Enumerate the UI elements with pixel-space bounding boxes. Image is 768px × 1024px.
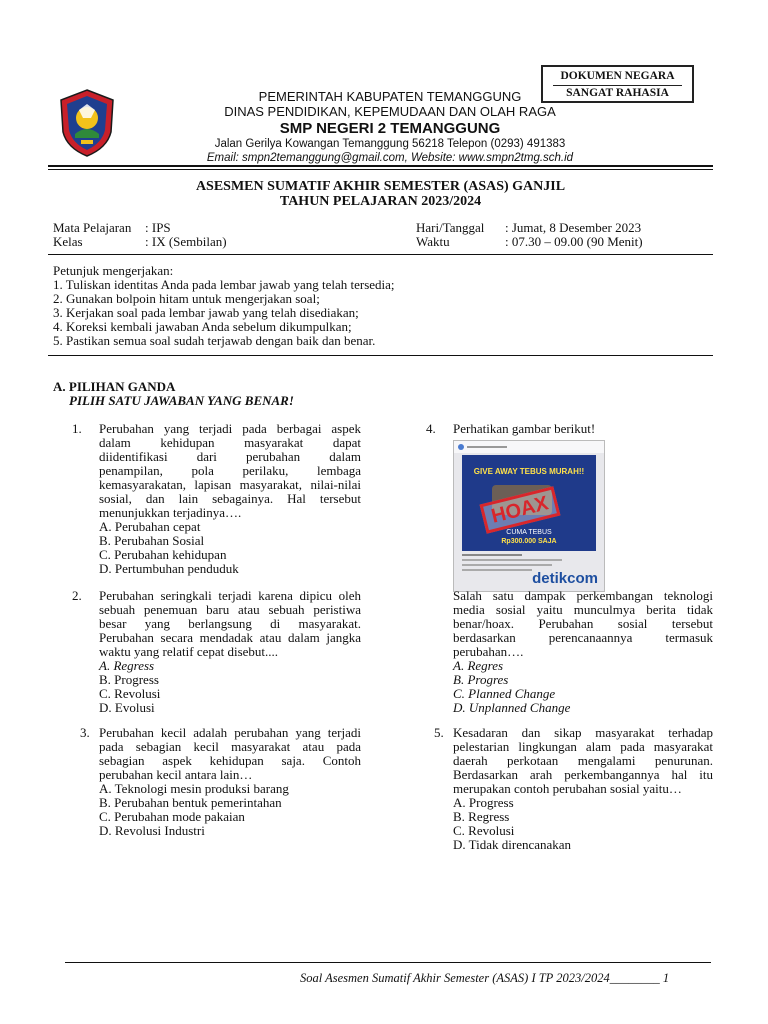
question-line: Perubahan yang terjadi pada berbagai aspek — [99, 421, 361, 436]
answer-option: B. Perubahan Sosial — [99, 533, 205, 548]
profile-avatar-icon — [458, 444, 464, 450]
answer-option: C. Planned Change — [453, 686, 556, 701]
question-1-text — [99, 422, 361, 576]
question-line: sebagian aspek kehidupan saja. Contoh — [99, 753, 361, 768]
answer-option: D. Pertumbuhan penduduk — [99, 561, 239, 576]
answer-option: D. Tidak direncanakan — [453, 837, 572, 852]
question-number: 3. — [80, 725, 90, 740]
question-4-text — [453, 589, 713, 715]
question-line: pelestarian lingkungan alam pada masyarakat — [453, 739, 713, 754]
question-line: Kesadaran dan sikap masyarakat terhadap — [453, 725, 713, 740]
instruction-item: 4. Koreksi kembali jawaban Anda sebelum dikumpulkan; — [53, 319, 352, 334]
info-divider — [48, 254, 713, 255]
day-value: : Jumat, 8 Desember 2023 — [505, 220, 642, 235]
stamp-divider — [553, 85, 682, 86]
stamp-line-1: DOKUMEN NEGARA — [560, 70, 675, 82]
day-label: Hari/Tanggal — [416, 220, 485, 235]
dept-name: DINAS PENDIDIKAN, KEPEMUDAAN DAN OLAH RAGA — [224, 104, 556, 119]
time-label: Waktu — [416, 234, 450, 249]
caption-line — [462, 564, 552, 566]
section-title: A. PILIHAN GANDA — [53, 379, 176, 394]
instruction-item: 1. Tuliskan identitas Anda pada lembar jawab yang telah tersedia; — [53, 277, 395, 292]
question-line: Perubahan kecil adalah perubahan yang terjadi — [99, 725, 361, 740]
post-header — [454, 441, 604, 453]
question-5-text — [453, 726, 713, 852]
answer-option: C. Revolusi — [453, 823, 515, 838]
question-line: besar yang berlangsung di masyarakat. — [99, 616, 361, 631]
giveaway-banner: GIVE AWAY TEBUS MURAH!! — [473, 467, 585, 476]
question-line: diidentifikasi dari perubahan dalam — [99, 449, 361, 464]
question-number: 5. — [434, 725, 444, 740]
question-line: dalam kehidupan masyarakat dapat — [99, 435, 361, 450]
instruction-item: 3. Kerjakan soal pada lembar jawab yang telah disediakan; — [53, 305, 359, 320]
question-line: media sosial yaitu munculmya berita tidak — [453, 602, 713, 617]
price-value: Rp300.000 SAJA — [501, 538, 557, 545]
answer-option: B. Progress — [99, 672, 159, 687]
question-line: Salah satu dampak perkembangan teknologi — [453, 588, 713, 603]
question-line: kemasyarakatan, lapisan masyarakat, nilai-nilai — [99, 477, 361, 492]
instructions-heading: Petunjuk mengerjakan: — [53, 263, 174, 278]
page-footer: Soal Asesmen Sumatif Akhir Semester (ASAS) I TP 2023/2024________ 1 — [300, 971, 670, 985]
answer-option: C. Perubahan mode pakaian — [99, 809, 245, 824]
hoax-news-image — [453, 440, 605, 592]
question-line: Berdasarkan arah perkembangannya hal itu — [453, 767, 713, 782]
school-name: SMP NEGERI 2 TEMANGGUNG — [279, 120, 501, 137]
class-value: : IX (Sembilan) — [145, 234, 227, 249]
regency-emblem-logo — [57, 88, 117, 158]
question-number: 1. — [72, 421, 82, 436]
answer-option: D. Evolusi — [99, 700, 155, 715]
footer-rule — [65, 962, 711, 963]
question-line: Perubahan secara mendadak atau dalam jangka — [99, 630, 361, 645]
question-line: penampilan, pola perilaku, lembaga — [99, 463, 361, 478]
answer-option: B. Progres — [453, 672, 509, 687]
stamp-line-2: SANGAT RAHASIA — [566, 87, 669, 99]
header-double-rule-thick — [48, 165, 713, 167]
answer-option: B. Perubahan bentuk pemerintahan — [99, 795, 282, 810]
answer-option: A. Perubahan cepat — [99, 519, 201, 534]
answer-option: D. Unplanned Change — [453, 700, 571, 715]
instruction-item: 5. Pastikan semua soal sudah terjawab dengan baik dan benar. — [53, 333, 376, 348]
question-4-prompt: Perhatikan gambar berikut! — [453, 421, 596, 436]
caption-line — [462, 569, 532, 571]
subject-value: : IPS — [145, 220, 171, 235]
question-line: merupakan contoh perubahan sosial yaitu… — [453, 781, 682, 796]
detikcom-logo: detikcom — [532, 570, 598, 587]
time-value: : 07.30 – 09.00 (90 Menit) — [505, 234, 643, 249]
instructions-divider — [48, 355, 713, 356]
question-line: sosial, dan lain sebagainya. Hal tersebut — [99, 491, 361, 506]
question-line: daerah perkotaan mengalami penurunan. — [453, 753, 713, 768]
answer-option: A. Regres — [453, 658, 504, 673]
answer-option: A. Teknologi mesin produksi barang — [99, 781, 289, 796]
post-photo — [462, 455, 596, 551]
answer-option: C. Perubahan kehidupan — [99, 547, 227, 562]
question-line: berdasarkan perencanaannya termasuk — [453, 630, 713, 645]
question-line: benar/hoax. Perubahan sosial tersebut — [453, 616, 713, 631]
answer-option: B. Regress — [453, 809, 510, 824]
exam-year: TAHUN PELAJARAN 2023/2024 — [279, 194, 482, 209]
question-line: waktu yang relatif cepat disebut.... — [99, 644, 279, 659]
caption-line — [462, 559, 562, 561]
answer-option: A. Progress — [453, 795, 514, 810]
question-number: 4. — [426, 421, 436, 436]
class-label: Kelas — [53, 234, 83, 249]
username-bar — [467, 446, 507, 448]
instruction-item: 2. Gunakan bolpoin hitam untuk mengerjakan soal; — [53, 291, 320, 306]
school-address: Jalan Gerilya Kowangan Temanggung 56218 Telepon (0293) 491383 — [214, 138, 566, 150]
caption-line — [462, 554, 522, 556]
price-caption: CUMA TEBUS — [506, 529, 552, 536]
question-2-text — [99, 589, 361, 715]
question-line: Perubahan seringkali terjadi karena dipicu oleh — [99, 588, 361, 603]
section-subtitle: PILIH SATU JAWABAN YANG BENAR! — [69, 393, 294, 408]
school-contact: Email: smpn2temanggung@gmail.com, Website: www.smpn2tmg.sch.id — [206, 152, 574, 164]
subject-label: Mata Pelajaran — [53, 220, 132, 235]
question-number: 2. — [72, 588, 82, 603]
answer-option: D. Revolusi Industri — [99, 823, 205, 838]
gov-name: PEMERINTAH KABUPATEN TEMANGGUNG — [258, 89, 522, 104]
question-line: perubahan…. — [453, 644, 524, 659]
answer-option: A. Regress — [99, 658, 155, 673]
header-double-rule-thin — [48, 169, 713, 170]
answer-option: C. Revolusi — [99, 686, 161, 701]
question-line: pada sebagian kecil masyarakat atau pada — [99, 739, 361, 754]
exam-title: ASESMEN SUMATIF AKHIR SEMESTER (ASAS) GANJIL — [195, 179, 566, 194]
question-line: sebuah penemuan baru atau sebuah peristiwa — [99, 602, 361, 617]
hoax-stamp: HOAX — [479, 486, 560, 533]
question-line: menunjukkan terjadinya…. — [99, 505, 242, 520]
question-line: perubahan kecil antara lain… — [99, 767, 253, 782]
question-3-text — [99, 726, 361, 838]
